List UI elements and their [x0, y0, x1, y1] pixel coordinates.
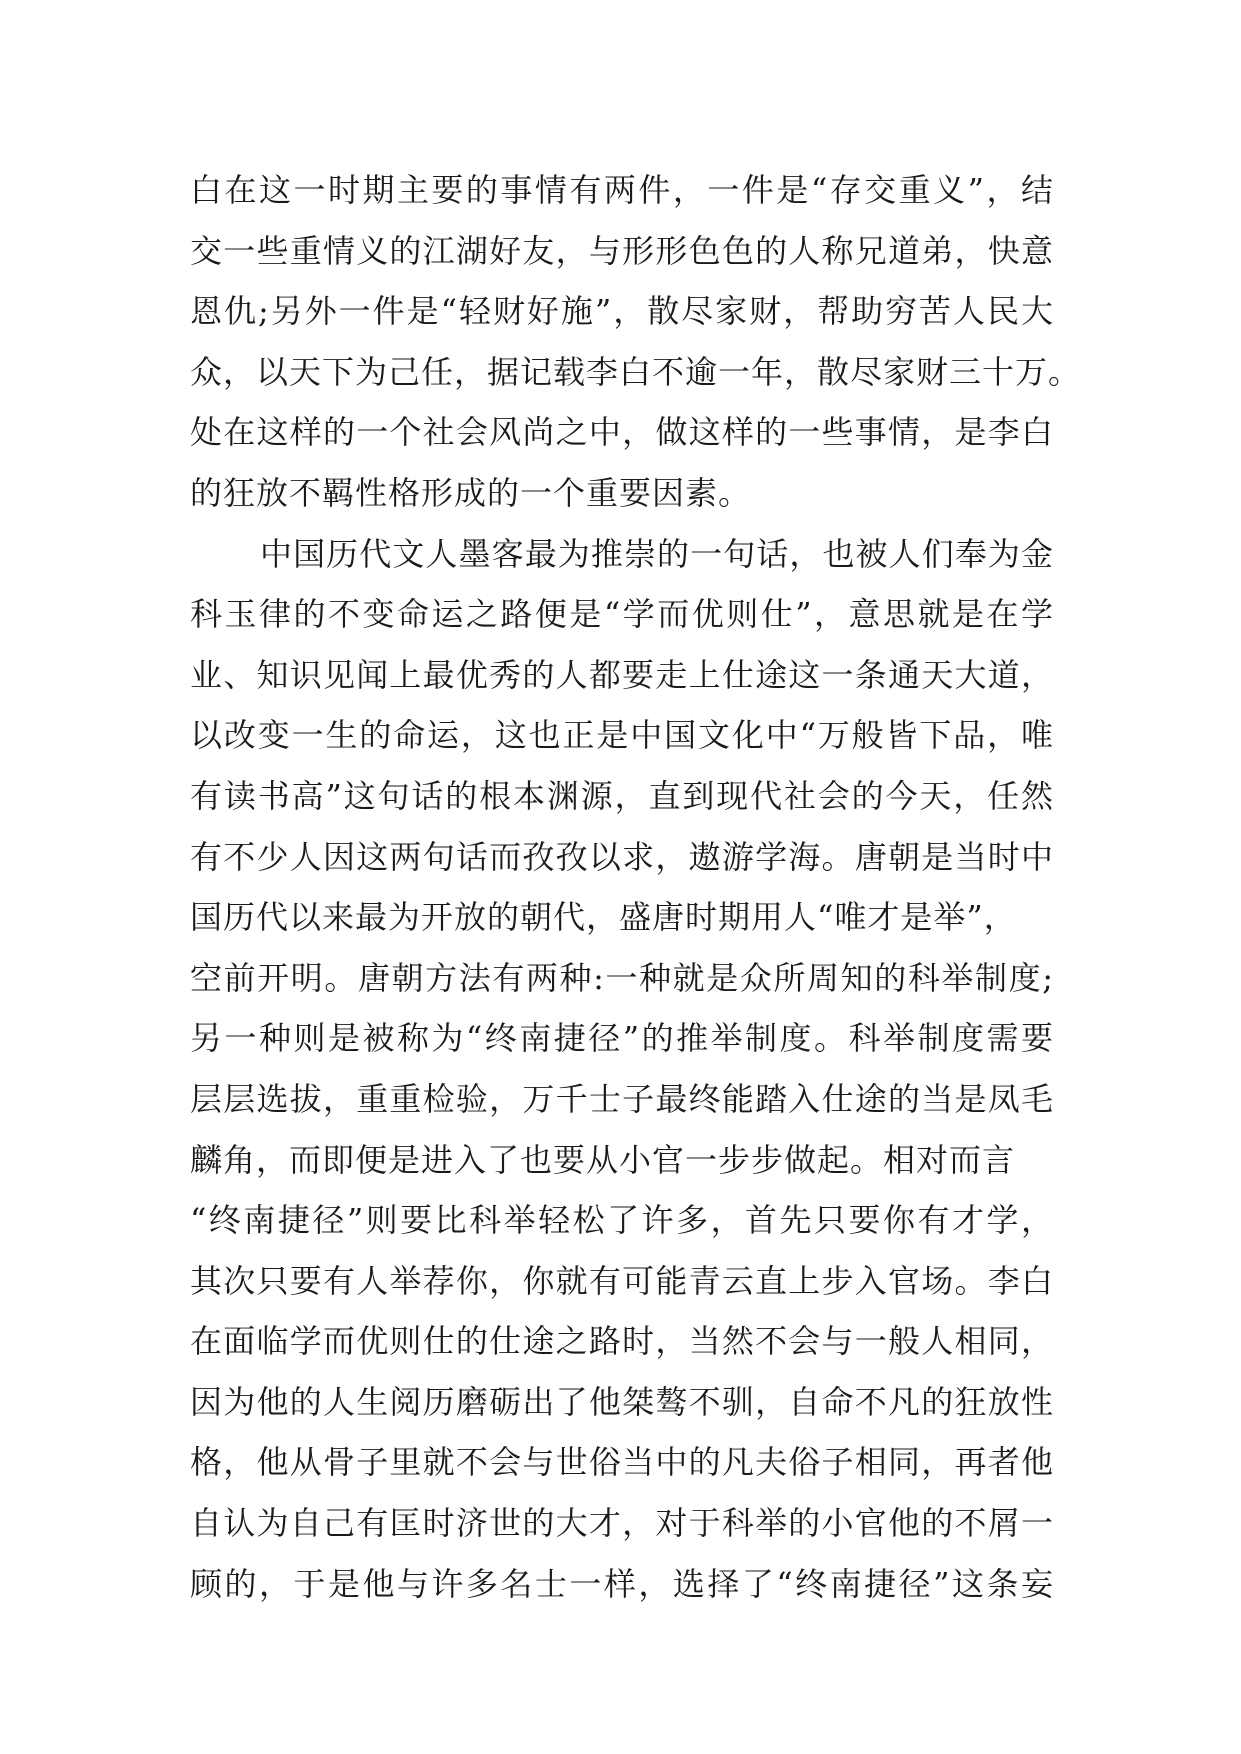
- paragraph-2: [190, 524, 1054, 1615]
- text-line: 恩仇;另外一件是“轻财好施”，散尽家财，帮助穷苦人民大: [190, 292, 1054, 331]
- text-line: 的狂放不羁性格形成的一个重要因素。: [190, 473, 752, 512]
- text-line: 处在这样的一个社会风尚之中，做这样的一些事情，是李白: [190, 413, 1054, 452]
- text-line: 中国历代文人墨客最为推崇的一句话，也被人们奉为金: [260, 534, 1054, 573]
- text-line: “终南捷径”则要比科举轻松了许多，首先只要你有才学，: [190, 1201, 1054, 1240]
- paragraph-1: [190, 160, 1082, 524]
- text-line: 层层选拔，重重检验，万千士子最终能踏入仕途的当是凤毛: [190, 1079, 1054, 1118]
- text-line: 另一种则是被称为“终南捷径”的推举制度。科举制度需要: [190, 1019, 1054, 1058]
- text-line: 有读书高”这句话的根本渊源，直到现代社会的今天，任然: [190, 776, 1054, 815]
- text-line: 有不少人因这两句话而孜孜以求，遨游学海。唐朝是当时中: [190, 837, 1054, 876]
- body-text: [190, 160, 1082, 1614]
- text-line: 顾的，于是他与许多名士一样，选择了“终南捷径”这条妄: [190, 1564, 1054, 1603]
- text-line: 国历代以来最为开放的朝代，盛唐时期用人“唯才是举”，: [190, 898, 1017, 937]
- text-line: 其次只要有人举荐你，你就有可能青云直上步入官场。李白: [190, 1261, 1054, 1300]
- text-line: 众，以天下为己任，据记载李白不逾一年，散尽家财三十万。: [190, 352, 1082, 391]
- text-line: 空前开明。唐朝方法有两种:一种就是众所周知的科举制度;: [190, 958, 1054, 997]
- text-line: 交一些重情义的江湖好友，与形形色色的人称兄道弟，快意: [190, 231, 1054, 270]
- text-line: 业、知识见闻上最优秀的人都要走上仕途这一条通天大道，: [190, 655, 1054, 694]
- text-line: 以改变一生的命运，这也正是中国文化中“万般皆下品，唯: [190, 716, 1054, 755]
- text-line: 白在这一时期主要的事情有两件，一件是“存交重义”，结: [190, 171, 1054, 209]
- text-line: 麟角，而即便是进入了也要从小官一步步做起。相对而言: [190, 1140, 1016, 1179]
- text-line: 在面临学而优则仕的仕途之路时，当然不会与一般人相同，: [190, 1322, 1054, 1361]
- text-line: 格，他从骨子里就不会与世俗当中的凡夫俗子相同，再者他: [190, 1443, 1054, 1482]
- text-line: 科玉律的不变命运之路便是“学而优则仕”，意思就是在学: [190, 595, 1054, 634]
- text-line: 自认为自己有匡时济世的大才，对于科举的小官他的不屑一: [190, 1504, 1054, 1543]
- text-line: 因为他的人生阅历磨砺出了他桀骜不驯，自命不凡的狂放性: [190, 1382, 1054, 1421]
